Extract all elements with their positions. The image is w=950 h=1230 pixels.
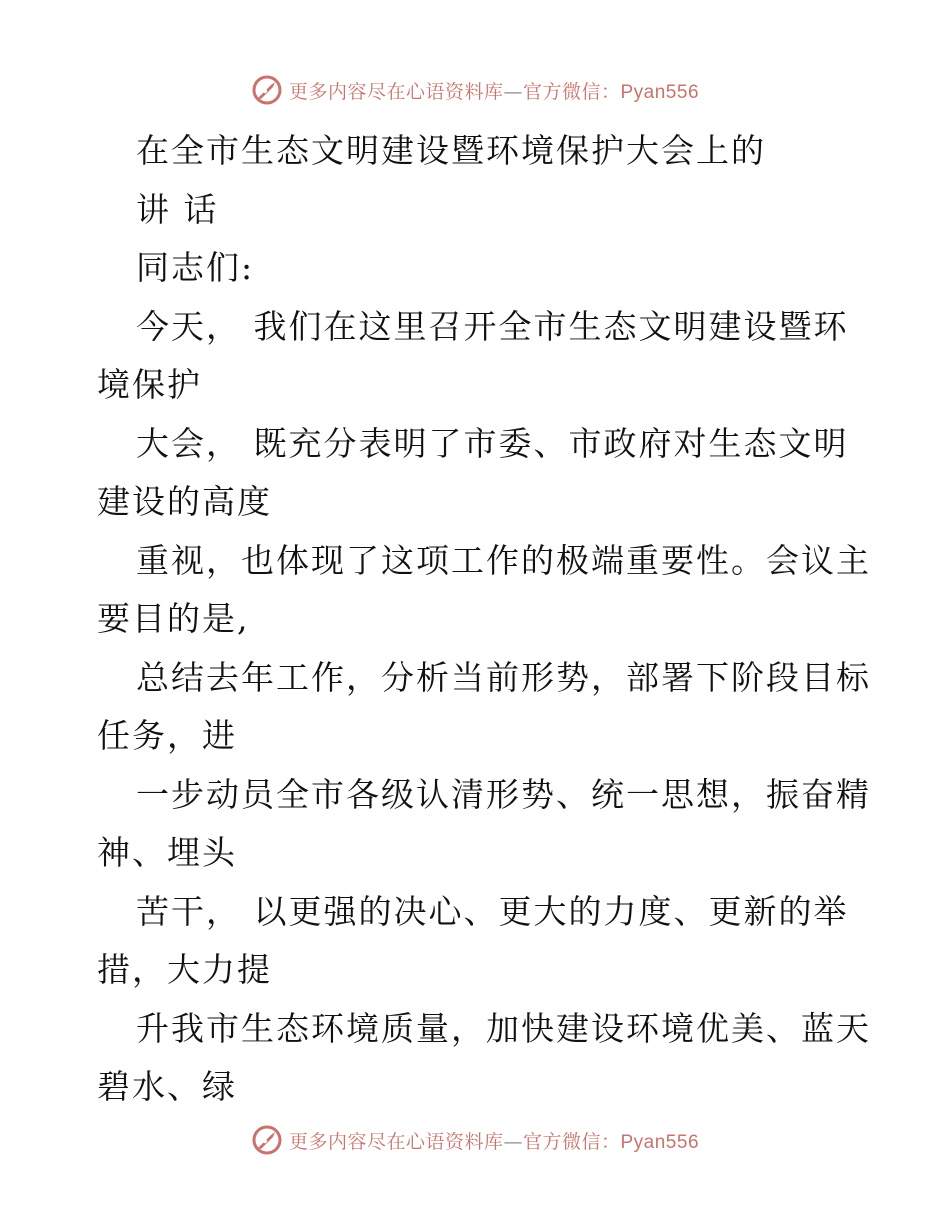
text-line: 大会， 既充分表明了市委、市政府对生态文明 <box>136 423 849 463</box>
text-line: 任务，进 <box>97 716 237 755</box>
text-line: 一步动员全市各级认清形势、统一思想，振奋精 <box>136 774 871 814</box>
text-line: 讲 话 <box>136 189 219 229</box>
text-line: 重视，也体现了这项工作的极端重要性。会议主 <box>136 540 871 580</box>
footer-banner <box>0 1120 950 1160</box>
text-line: 要目的是, <box>97 599 250 638</box>
text-line: 境保护 <box>97 365 202 404</box>
text-line: 碧水、绿 <box>97 1067 237 1106</box>
brand-logo-icon <box>251 74 283 106</box>
text-line: 总结去年工作，分析当前形势，部署下阶段目标 <box>136 657 871 697</box>
text-line: 在全市生态文明建设暨环境保护大会上的 <box>136 131 766 170</box>
brand-logo-icon <box>251 1124 283 1156</box>
banner-text: 更多内容尽在心语资料库—官方微信：Pyan556 <box>288 1130 700 1153</box>
text-line: 苦干， 以更强的决心、更大的力度、更新的举 <box>136 891 849 931</box>
text-line: 神、埋头 <box>97 833 237 872</box>
header-banner <box>0 70 950 110</box>
document-body <box>97 122 871 1117</box>
text-line: 建设的高度 <box>97 482 272 521</box>
text-line: 升我市生态环境质量，加快建设环境优美、蓝天 <box>136 1008 871 1048</box>
text-line: 今天， 我们在这里召开全市生态文明建设暨环 <box>136 306 849 346</box>
text-line: 同志们: <box>136 248 255 287</box>
text-line: 措，大力提 <box>97 950 272 989</box>
banner-text: 更多内容尽在心语资料库—官方微信：Pyan556 <box>288 80 700 103</box>
